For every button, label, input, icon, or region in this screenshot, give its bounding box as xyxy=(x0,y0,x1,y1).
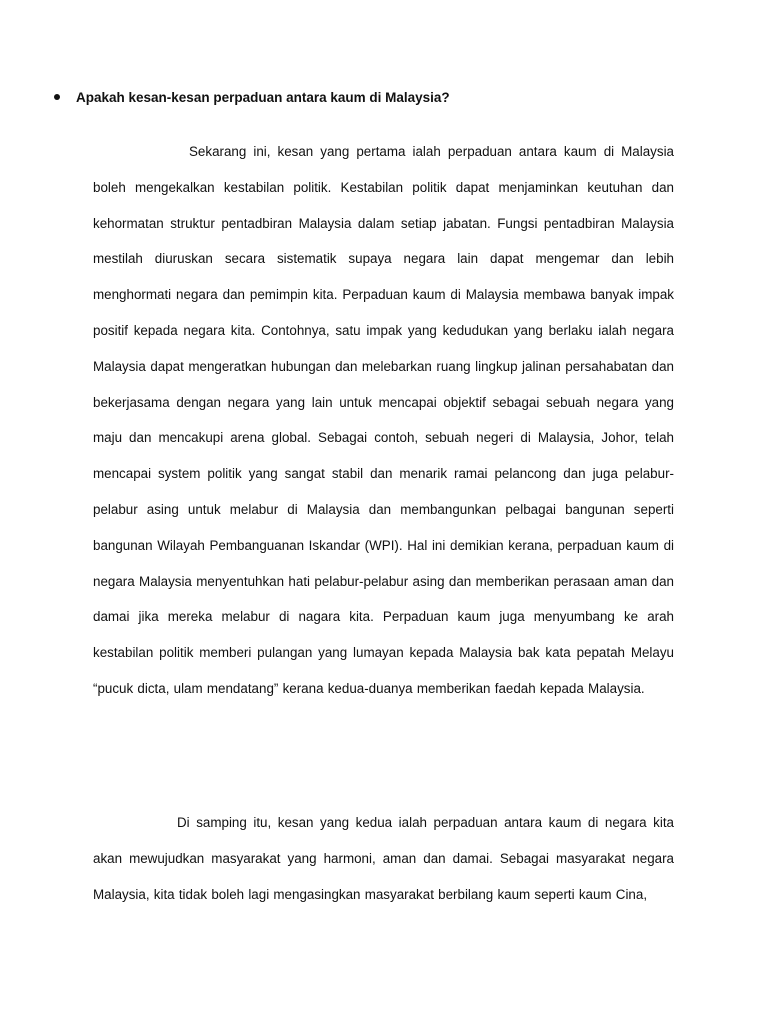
bullet-icon xyxy=(54,94,60,100)
paragraph-1: Sekarang ini, kesan yang pertama ialah perpaduan antara kaum di Malaysia boleh mengekalkan kestabilan politik. Kestabilan politik dapat menjaminkan keutuhan dan kehormatan struktur pentadbiran Malaysia dalam setiap jabatan. Fungsi pentadbiran Malaysia mestilah diuruskan secara sistematik supaya negara lain dapat mengemar dan lebih menghormati negara dan pemimpin kita. Perpaduan kaum di Malaysia membawa banyak impak positif kepada negara kita. Contohnya, satu impak yang kedudukan yang berlaku ialah negara Malaysia dapat mengeratkan hubungan dan melebarkan ruang lingkup jalinan persahabatan dan bekerjasama dengan negara yang lain untuk mencapai objektif sebagai sebuah negara yang maju dan mencakupi arena global. Sebagai contoh, sebuah negeri di Malaysia, Johor, telah mencapai system politik yang sangat stabil dan menarik ramai pelancong dan juga pelabur-pelabur asing untuk melabur di Malaysia dan membangunkan pelbagai bangunan seperti bangunan Wilayah Pembanguanan Iskandar (WPI). Hal ini demikian kerana, perpaduan kaum di negara Malaysia menyentuhkan hati pelabur-pelabur asing dan memberikan perasaan aman dan damai jika mereka melabur di nagara kita. Perpaduan kaum juga menyumbang ke arah kestabilan politik memberi pulangan yang lumayan kepada Malaysia bak kata pepatah Melayu “pucuk dicta, ulam mendatang” kerana kedua-duanya memberikan faedah kepada Malaysia. xyxy=(93,144,674,696)
question-heading xyxy=(54,88,694,108)
question-text: Apakah kesan-kesan perpaduan antara kaum di Malaysia? xyxy=(76,90,450,105)
paragraph-2: Di samping itu, kesan yang kedua ialah perpaduan antara kaum di negara kita akan mewujudkan masyarakat yang harmoni, aman dan damai. Sebagai masyarakat negara Malaysia, kita tidak boleh lagi mengasingkan masyarakat berbilang kaum seperti kaum Cina, xyxy=(93,815,674,902)
